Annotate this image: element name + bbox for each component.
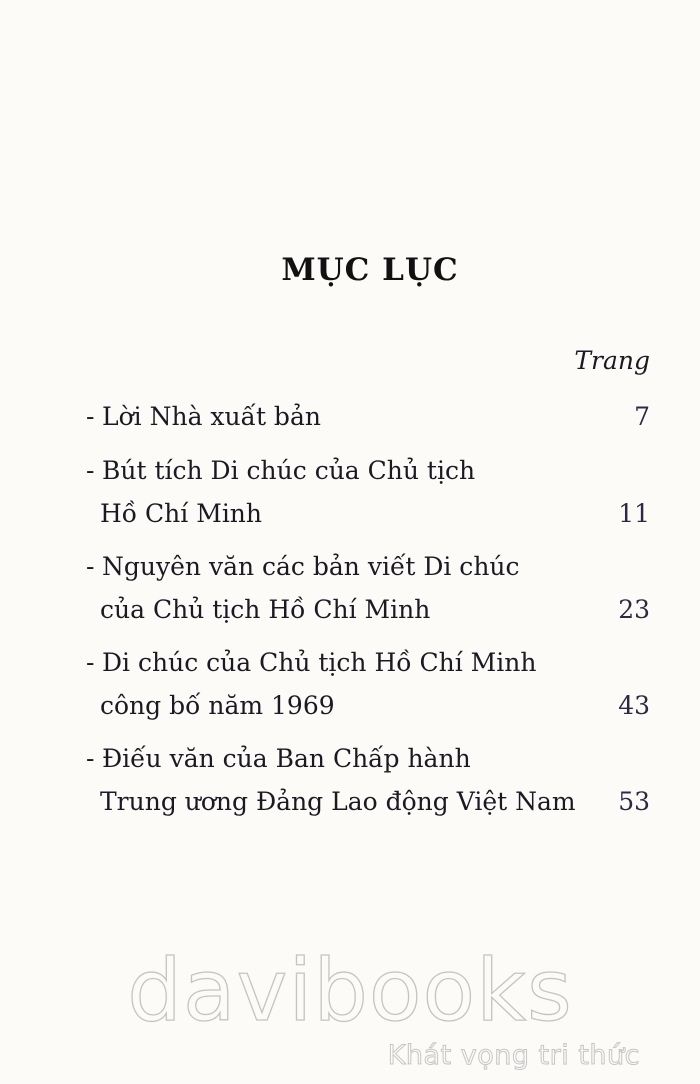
entry-page-number: 53 [618,787,650,816]
entry-bullet: - [86,456,95,485]
entry-title-line: của Chủ tịch Hồ Chí Minh [100,595,431,624]
watermark-logo: davibooks [127,941,573,1041]
entry-title-line: Hồ Chí Minh [100,499,263,528]
toc-entry [86,395,650,438]
page-column-header: Trang [574,346,650,375]
entry-page-number: 11 [618,499,650,528]
toc-entry [86,545,650,631]
entry-bullet: - [86,648,95,677]
entry-bullet: - [86,552,95,581]
entry-title-line: công bố năm 1969 [100,691,335,720]
entry-title-line: Di chúc của Chủ tịch Hồ Chí Minh [102,648,537,677]
entry-bullet: - [86,744,95,773]
entry-page-number: 43 [618,691,650,720]
watermark-tagline: Khát vọng tri thức [387,1040,640,1071]
toc-entry [86,737,650,823]
entry-title-line: Bút tích Di chúc của Chủ tịch [102,456,476,485]
toc-entry [86,641,650,727]
entry-title-line: Trung ương Đảng Lao động Việt Nam [100,787,576,816]
entry-bullet: - [86,402,95,431]
entry-title-line: Nguyên văn các bản viết Di chúc [102,552,520,581]
toc-entry [86,449,650,535]
toc-title: MỤC LỤC [281,252,459,288]
entry-title-line: Lời Nhà xuất bản [102,402,321,431]
entry-page-number: 23 [618,595,650,624]
entry-page-number: 7 [634,402,650,431]
entry-title-line: Điếu văn của Ban Chấp hành [102,744,471,773]
